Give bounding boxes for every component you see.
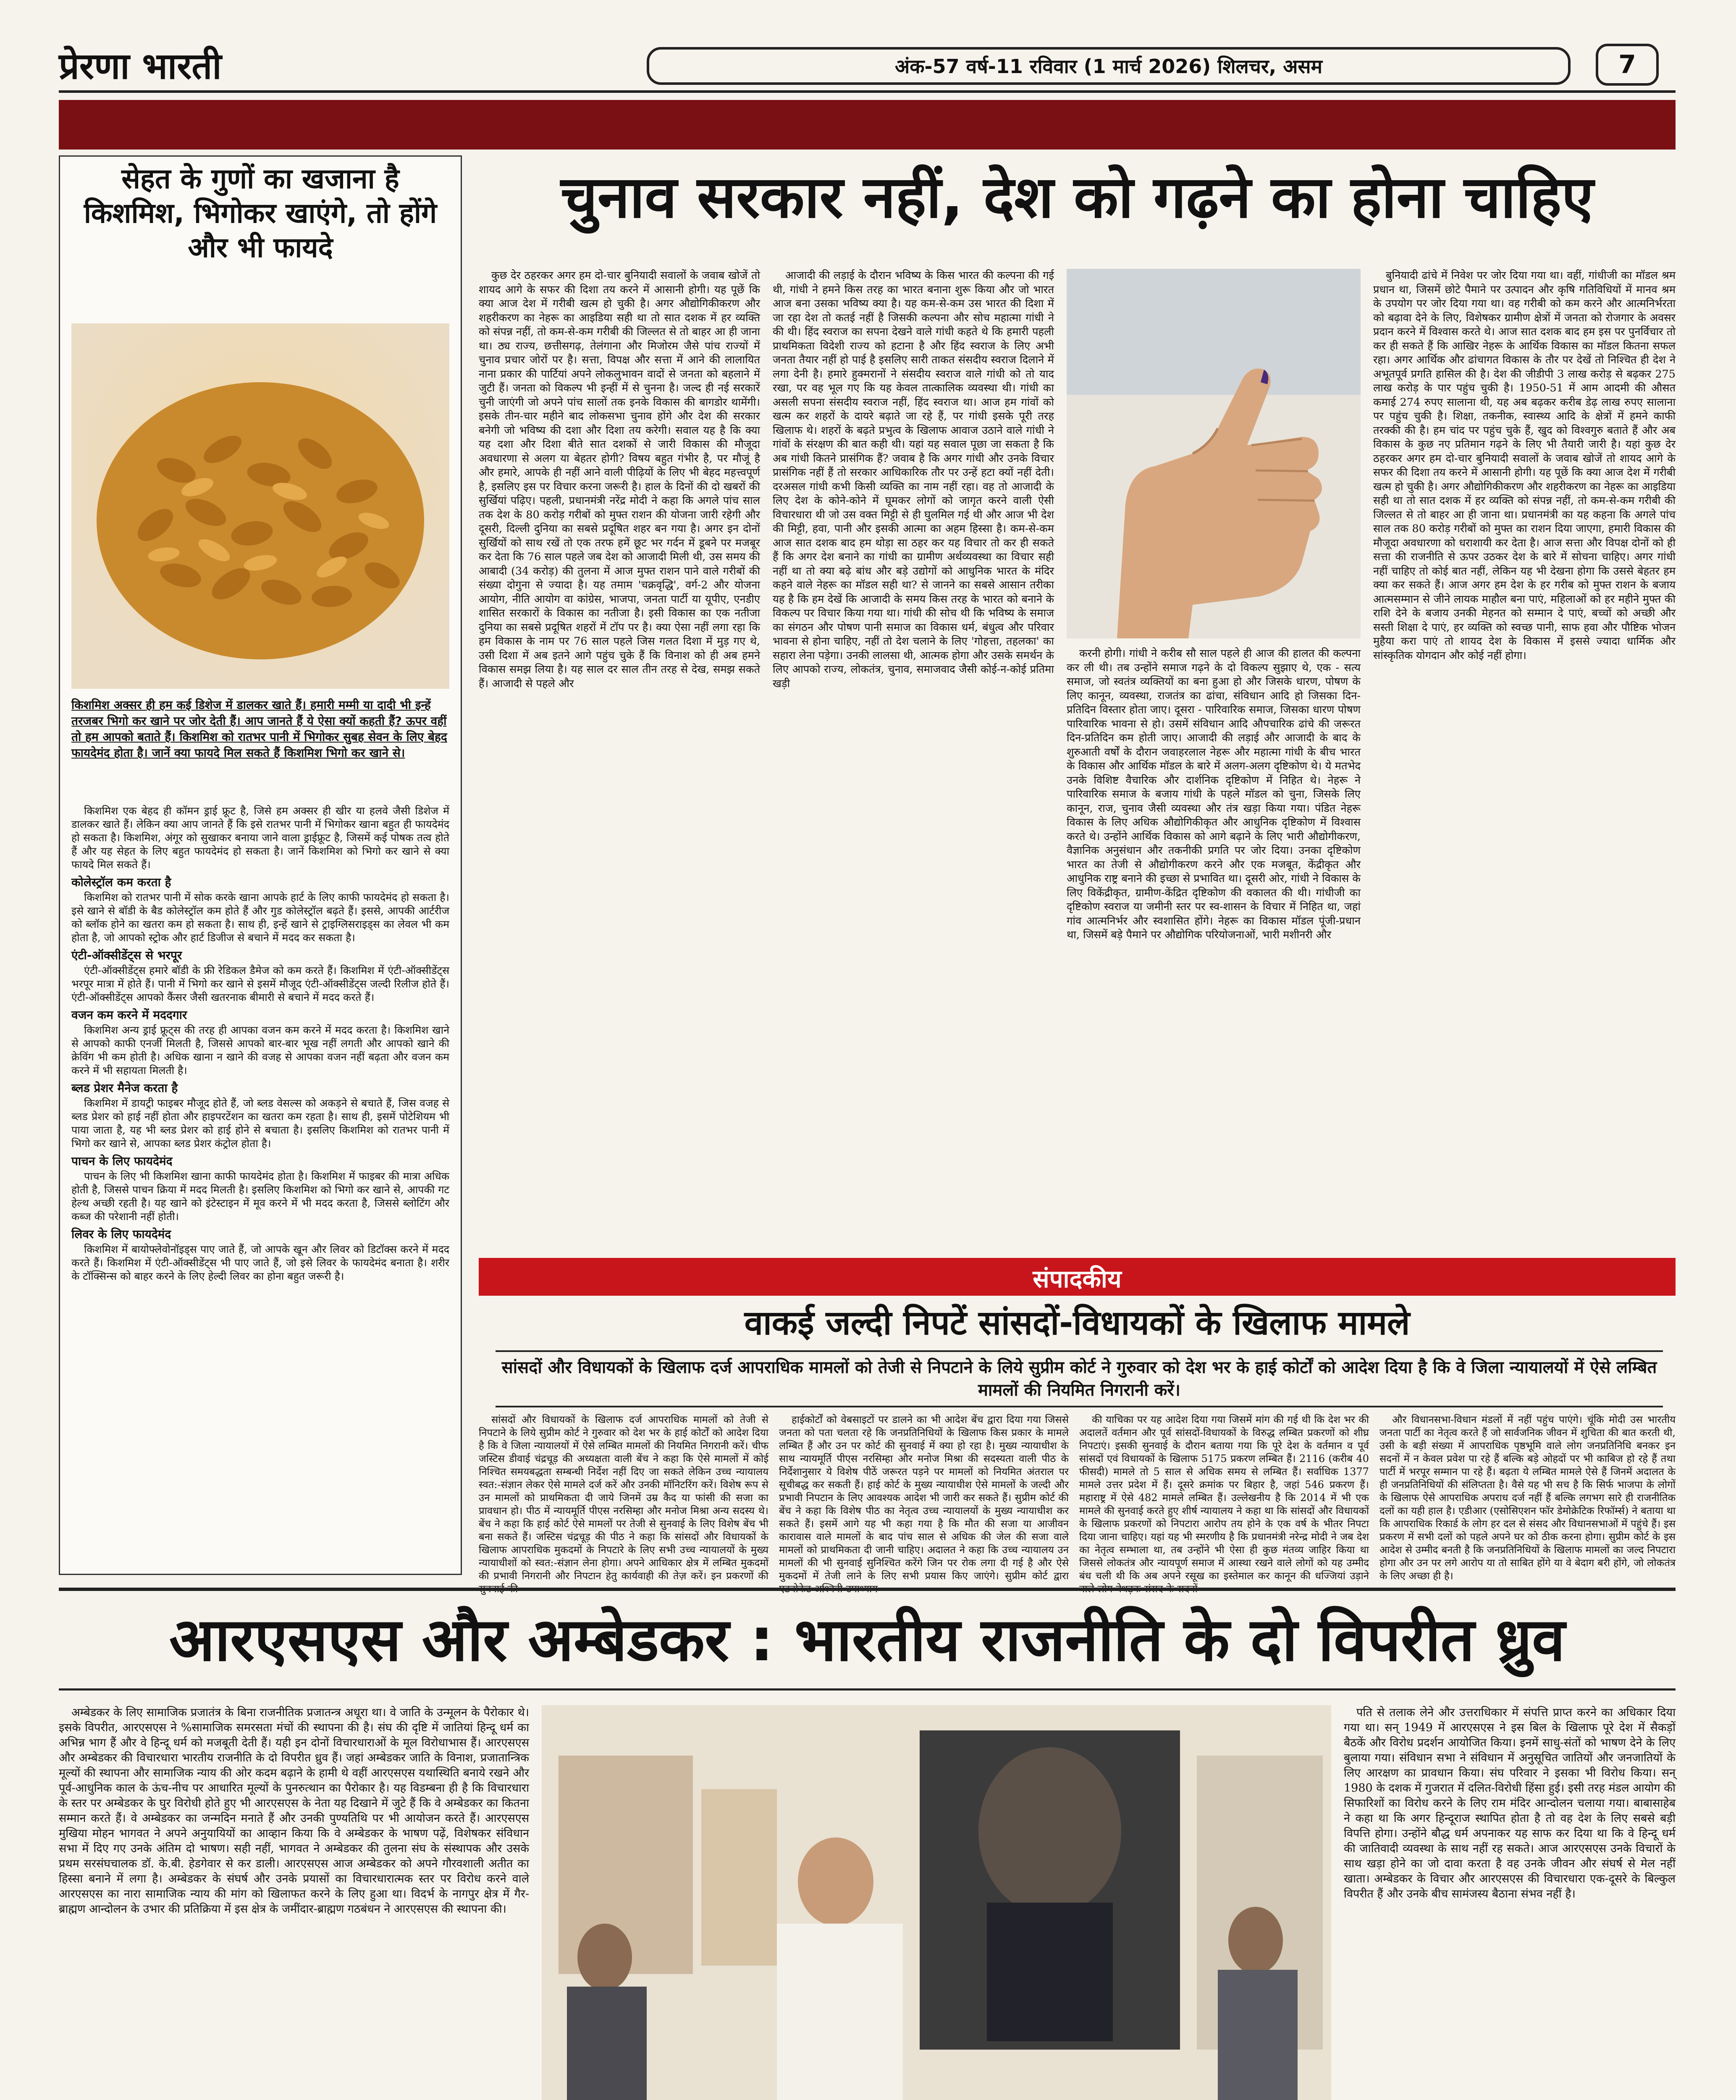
rss-bottom-rule xyxy=(59,1688,1676,1690)
editorial-label: संपादकीय xyxy=(1033,1265,1122,1293)
health-section-heading: वजन कम करने में मददगार xyxy=(71,1008,187,1022)
rss-column-4 xyxy=(1344,1705,1676,2100)
health-section-heading: पाचन के लिए फायदेमंद xyxy=(71,1154,173,1168)
editorial-column-2 xyxy=(779,1413,1069,1582)
lead-column-1 xyxy=(479,269,760,1235)
health-caption: किशमिश अक्सर ही हम कई डिशेज में डालकर खाते हैं। हमारी मम्मी या दादी भी इन्हें तरजबर भिगो कर खाने पर जोर देती हैं। आप जानते हैं ये ऐसा क्यों कहती हैं? ऊपर वहीं तो हम आपको बताते हैं। किशमिश को रातभर पानी में भिगोकर सुबह सेवन के लिए बेहद फायदेमंद होता है। जानें क्या फायदे मिल सकते हैं किशमिश भिगो कर खाने से। xyxy=(71,698,447,760)
voting-photo xyxy=(1067,269,1361,638)
lead-column-4 xyxy=(1373,269,1676,1235)
editorial-text: और विधानसभा-विधान मंडलों में नहीं पहुंच पाएंगे। चूंकि मोदी उस भारतीय जनता पार्टी का नेतृत्व करते हैं जो सार्वजनिक जीवन में शुचिता की बात करती थी, उसी के बड़ी संख्या में आपराधिक पृष्ठभूमि वाले लोग जनप्रतिनिधि बनकर इन सदनों में न केवल प्रवेश पा रहे हैं बल्कि बड़े ओहदों पर भी काबिज हो रहे हैं तथा पार्टी में भरपूर सम्मान पा रहे हैं। बढ़ता ये लम्बित मामले ऐसे हैं जिनमें अदालत के ही जनप्रतिनिधियों की संलिप्तता है। वैसे यह भी सच है कि सिर्फ भाजपा के लोगों के खिलाफ ऐसे आपराधिक अपराध दर्ज नहीं हैं बल्कि लगभग सारे ही राजनीतिक दलों का यही हाल है। एडीआर (एसोसिएशन फॉर डेमोक्रेटिक रिफॉर्म्स) ने बताया था कि आपराधिक रिकार्ड के लोग हर दल से संसद और विधानसभाओं में पहुंचे हैं। इस प्रकरण में सभी दलों को पहले अपने घर को ठीक करना होगा। सुप्रीम कोर्ट के इस आदेश से उम्मीद बनती है कि जनप्रतिनिधियों के खिलाफ मामलों का जल्द निपटारा होगा और उन पर लगे आरोप या तो साबित होंगे या वे बेदाग बरी होंगे, जो लोकतंत्र के लिए अच्छा ही है। xyxy=(1379,1414,1676,1582)
health-intro: किशमिश एक बेहद ही कॉमन ड्राई फ्रूट है, जिसे हम अक्सर ही खीर या हलवे जैसी डिशेज में डालकर खाते हैं। लेकिन क्या आप जानते हैं कि इसे रातभर पानी में भिगोकर खाना बहुत ही फायदेमंद हो सकता है। किशमिश, अंगूर को सुखाकर बनाया जाने वाला ड्राईफ्रूट है, जिसमें कई पोषक तत्व होते हैं और यह सेहत के लिए बहुत फायदेमंद हो सकता है। जानें किशमिश को भिगो कर खाने से क्या फायदे मिल सकते हैं। xyxy=(71,805,449,871)
health-section-text: किशमिश अन्य ड्राई फ्रूट्स की तरह ही आपका वजन कम करने में मदद करता है। किशमिश खाने से आपको काफी एनर्जी मिलती है, जिससे आपको बार-बार भूख नहीं लगती और आपको खाने की क्रेविंग भी कम होती है। अधिक खाना न खाने की वजह से आपका वजन नहीं बढ़ता और वजन कम करने में भी सहायता मिलती है। xyxy=(71,1024,449,1076)
editorial-text: की याचिका पर यह आदेश दिया गया जिसमें मांग की गई थी कि देश भर की अदालतें वर्तमान और पूर्व सांसदों-विधायकों के विरुद्ध लम्बित प्रकरणों को शीघ्र निपटाएं। इसकी सुनवाई के दौरान बताया गया कि पूरे देश के वर्तमान व पूर्व सांसदों एवं विधायकों के खिलाफ 5175 प्रकरण लम्बित हैं। 2116 (करीब 40 फीसदी) मामले तो 5 साल से अधिक समय से लम्बित हैं। सर्वाधिक 1377 मामले उत्तर प्रदेश में हैं। दूसरे क्रमांक पर बिहार है, जहां 546 प्रकरण हैं। महाराष्ट्र में ऐसे 482 मामले लम्बित हैं। उल्लेखनीय है कि 2014 में भी एक मामले की सुनवाई करते हुए शीर्ष न्यायालय ने कहा था कि सांसदों और विधायकों के खिलाफ प्रकरणों को निपटारा आरोप तय होने के एक वर्ष के भीतर निपटा दिया जाना चाहिए। यहां यह भी स्मरणीय है कि प्रधानमंत्री नरेन्द्र मोदी ने जब देश का नेतृत्व सम्भाला था, तब उन्होंने भी ऐसा ही कुछ मंतव्य जाहिर किया था जिससे लोकतंत्र और न्यायपूर्ण समाज में आस्था रखने वाले लोगों को यह उम्मीद बंध चली थी कि अब अपने रसूख का इस्तेमाल कर कानून की धज्जियां उड़ाने xyxy=(1079,1414,1369,1582)
lead-column-3 xyxy=(1067,647,1361,1235)
health-section-text: एंटी-ऑक्सीडेंट्स हमारे बॉडी के फ्री रेडिकल डैमेज को कम करते हैं। किशमिश में एंटी-ऑक्सीडेंट्स भरपूर मात्रा में होते हैं। पानी में भिगो कर खाने से इसमें मौजूद एंटी-ऑक्सीडेंट्स जल्दी रिलीज होते हैं। एंटी-ऑक्सीडेंट्स आपको कैंसर जैसी खतरनाक बीमारी से बचाने में मदद करते हैं। xyxy=(71,964,449,1003)
voting-hand-illustration xyxy=(1067,269,1361,638)
page-number: 7 xyxy=(1596,44,1659,86)
editorial-subtitle: सांसदों और विधायकों के खिलाफ दर्ज आपराधिक मामलों को तेजी से निपटाने के लिये सुप्रीम कोर्ट ने गुरुवार को देश भर के हाई कोर्टों को आदेश दिया है कि वे जिला न्यायालयों में ऐसे लम्बित मामलों की नियमित निगरानी करें। xyxy=(496,1350,1663,1407)
raisins-photo xyxy=(71,323,449,689)
lead-text: करनी होगी। गांधी ने करीब सौ साल पहले ही आज की हालत की कल्पना कर ली थी। तब उन्होंने समाज गढ़ने के दो विकल्प सुझाए थे, एक - सत्य समाज, जो स्वतंत्र व्यक्तियों का बना हुआ हो और जिसके धारण, पोषण के लिए कानून, व्यवस्था, राजतंत्र का ढांचा, संविधान आदि हो जिसका दिन-प्रतिदिन विस्तार होता जाए। दूसरा - पारिवारिक समाज, जिसका धारण पोषण पारिवारिक भावना से हो। उसमें संविधान आदि औपचारिक ढांचे की जरूरत दिन-प्रतिदिन कम होती जाए। आजादी की लड़ाई और आजादी के बाद के शुरुआती वर्षों के दौरान जवाहरलाल नेहरू और महात्मा गांधी के बीच भारत के विकास और आर्थिक मॉडल के बारे में अलग-अलग दृष्टिकोण थे। ये मतभेद उनके विशिष्ट वैचारिक और दार्शनिक दृष्टिकोण में निहित थे। नेहरू ने पारिवारिक समाज के बजाय गांधी के पहले मॉडल को चुना, जिसके लिए कानून, राज, चुनाव जैसी व्यवस्था और तंत्र खड़ा किया गया। पंडित नेहरू विकास के लिए अधिक औद्योगिकीकृत और आधुनिक दृष्टिकोण में विश्वास करते थे। उन्होंने आर्थिक विकास को आगे बढ़ाने के लिए भारी औद्योगीकरण, वैज्ञानिक अनुसंधान और तकनीकी प्रगति पर जोर दिया। उनका दृष्टिकोण भारत का तेजी से औद्योगीकरण करने और एक मजबूत, केंद्रीकृत और आधुनिक राष्ट्र बनाने की इच्छा से प्रभावित था। दूसरी ओर, गांधी ने विकास के लिए विकेंद्रीकृत, ग्रामीण-केंद्रित दृष्टिकोण की वकालत की थी। गांधीजी का दृष्टिकोण स्वराज या जमीनी स्तर पर स्व-शासन के विचार में निहित था, जहां गांव आत्मनिर्भर और स्वशासित होंगे। नेहरू का विकास मॉडल पूंजी-प्रधान था, जिसमें बड़े पैमाने पर औद्योगिक परियोजनाओं, भारी मशीनरी और xyxy=(1067,647,1361,941)
editorial-text: सांसदों और विधायकों के खिलाफ दर्ज आपराधिक मामलों को तेजी से निपटाने के लिये सुप्रीम कोर्ट ने गुरुवार को देश भर के हाई कोर्टों को आदेश दिया है कि वे जिला न्यायालयों में ऐसे लम्बित मामलों की नियमित निगरानी करें। चीफ जस्टिस डीवाई चंद्रचूड़ की अध्यक्षता वाली बेंच ने कहा कि ऐसे मामलों में कोई निश्चित समयबद्धता सम्बन्धी निर्देश नहीं दिए जा सकते लेकिन उच्च न्यायालय स्वत:-संज्ञान लेकर ऐसे मामले दर्ज करें और उनकी मॉनिटरिंग करें। विशेष रूप से उन मामलों को प्राथमिकता दी जाये जिनमें उम्र कैद या फांसी की सजा का प्रावधान हो। पीठ में न्यायमूर्ति पीएस नरसिम्हा और मनोज मिश्रा अन्य सदस्य थे। बेंच ने कहा कि हाई कोर्ट ऐसे मामलों पर तेजी से सुनवाई के लिए विशेष बेंच भी बना सकते हैं। जस्टिस चंद्रचूड़ की पीठ ने कहा कि सांसदों और विधायकों के खिलाफ आपराधिक मुकदमों के निपटारे के लिए सभी उच्च न्यायालयों के मुख्य न्यायाधीशों को स्वत:-संज्ञान लेना होगा। अपने आधिकार क्षेत्र में लम्बित मुकदमों की प्रभावी निगरानी और निपटान हेतु कार्यवाही की तेज़ करें। इन प्रकरणों की xyxy=(479,1414,768,1582)
health-section-text: किशमिश को रातभर पानी में सोक करके खाना आपके हार्ट के लिए काफी फायदेमंद हो सकता है। इसे खाने से बॉडी के बैड कोलेस्ट्रॉल कम होते हैं और गुड कोलेस्ट्रॉल बढ़ते हैं। इससे, आपकी आर्टरीज को ब्लॉक होने का खतरा कम हो सकता है। साथ ही, इन्हें खाने से ट्राइग्लिसराइड्स का लेवल भी कम होता है, जो आपको स्ट्रोक और हार्ट डिजीज से बचाने में मदद कर सकता है। xyxy=(71,891,449,944)
health-section-text: किशमिश में बायोफ्लेवोनॉइड्स पाए जाते हैं, जो आपके खून और लिवर को डिटॉक्स करने में मदद करते हैं। किशमिश में एंटी-ऑक्सीडेंट्स भी पाए जाते हैं, जो इसे लिवर के फायदेमंद बनाता है। शरीर के टॉक्सिन्स को बाहर करने के लिए हेल्दी लिवर का होना बहुत जरूरी है। xyxy=(71,1243,449,1282)
health-body xyxy=(71,804,449,1569)
health-section-heading: कोलेस्ट्रॉल कम करता है xyxy=(71,875,171,889)
editorial-column-1 xyxy=(479,1413,768,1582)
top-red-bar xyxy=(59,100,1676,150)
lead-column-2 xyxy=(773,269,1054,1235)
editorial-column-3 xyxy=(1079,1413,1369,1582)
newspaper-name: प्रेरणा भारती xyxy=(59,45,222,87)
health-section-text: किशमिश में डायट्री फाइबर मौजूद होते हैं, जो ब्लड वेसल्स को अकड़ने से बचाते हैं, जिस वजह से ब्लड प्रेशर को हाई नहीं होता और हाइपरटेंशन का खतरा कम रहता है। साथ ही, इसमें पोटेशियम भी पाया जाता है, यह भी ब्लड प्रेशर को हाई होने से बचाता है। इसलिए किशमिश को रातभर पानी में भिगो कर खाने से, आपका ब्लड प्रेशर कंट्रोल होता है। xyxy=(71,1097,449,1150)
rss-photo xyxy=(542,1705,1331,2100)
editorial-text: हाईकोर्टों को वेबसाइटों पर डालने का भी आदेश बेंच द्वारा दिया गया जिससे जनता को पता चलता रहे कि जनप्रतिनिधियों के खिलाफ किस प्रकार के मामले लम्बित हैं और उन पर कोर्ट की सुनवाई में क्या हो रहा है। मुख्य न्यायाधीश के साथ न्यायमूर्ति पीएस नरसिम्हा और मनोज मिश्रा की सदस्यता वाली पीठ के निर्देशानुसार ये विशेष पीठें जरूरत पड़ने पर मामलों को नियमित अंतराल पर सूचीबद्ध कर सकती हैं। हाई कोर्ट के मुख्य न्यायाधीश ऐसे मामलों के जल्दी और प्रभावी निपटान के लिए आवश्यक आदेश भी जारी कर सकते हैं। सुप्रीम कोर्ट की बेंच ने कहा कि विशेष पीठ का नेतृत्व उच्च न्यायालयों के मुख्य न्यायाधीश कर सकते हैं। इसमें आगे यह भी कहा गया है कि मौत की सजा या आजीवन कारावास वाले मामलों के बाद पांच साल से अधिक की जेल की सजा वाले मामलों को प्राथमिकता दी जानी चाहिए। अदालत ने कहा कि उच्च न्यायालय उन मामलों की भी सुनवाई सुनिश्चित करेंगे जिन पर रोक लगा दी गई है और ऐसे मुकदमों में तेजी लाने के लिए सभी प्रयास किए जाएंगे। सुप्रीम कोर्ट द्वारा xyxy=(779,1414,1069,1582)
lead-text: आजादी की लड़ाई के दौरान भविष्य के किस भारत की कल्पना की गई थी, गांधी ने हमने किस तरह का भारत बनाना शुरू किया और जो भारत आज बना उसका भविष्य क्या है। यह कम-से-कम उस भारत की दिशा में जा रहा देश तो कतई नहीं है जिसकी कल्पना और सोच महात्मा गांधी ने की थी। हिंद स्वराज का सपना देखने वाले गांधी कहते थे कि हमारी पहली प्राथमिकता विदेशी राज्य को हटाना है और हिंद स्वराज के लिए अभी जनता तैयार नहीं हो पाई है इसलिए सारी ताकत संसदीय स्वराज दिलाने में लगा देनी है। हमारे हुक्मरानों ने संसदीय स्वराज वाले गांधी को तो याद रखा, पर वह भूल गए कि यह केवल तात्कालिक व्यवस्था थी। गांधी का असली सपना संसदीय स्वराज नहीं, हिंद स्वराज था। आज हम गांवों को खत्म कर शहरों के दायरे बढ़ाते जा रहे हैं, पर गांधी इसके पूरी तरह खिलाफ थे। शहरों के बढ़ते प्रभुत्व के खिलाफ आवाज उठाने वाले गांधी ने गांवों के संरक्षण की बात कही थी। यहां यह सवाल पूछा जा सकता है कि अब गांधी कितने प्रासंगिक हैं? जवाब है कि अगर गांधी और उनके विचार प्रासंगिक नहीं हैं तो सरकार आधिकारिक तौर पर उन्हें हटा क्यों नहीं देती। दरअसल गांधी कभी किसी व्यक्ति का नाम नहीं रहा। वह तो आजादी के लिए देश के कोने-कोने में घूमकर लोगों को जागृत करने वाली ऐसी विचारधारा थी जो उस वक्त मिट्टी से ही घुलमिल गई थी और आज भी देश की मिट्टी, हवा, पानी और इसकी आत्मा का अहम हिस्सा है। कम-से-कम आज सात दशक बाद हम थोड़ा सा ठहर कर यह विचार तो कर ही सकते हैं कि अगर देश बनाने का गांधी का ग्रामीण अर्थव्यवस्था का विचार सही नहीं था तो क्या बढ़े बांध और बड़े उद्योगों को आधुनिक भारत के मंदिर कहने वाले नेहरू का मॉडल सही था? से जानने का सबसे आसान तरीका यह है कि हम देखें कि आजादी के समय किस तरह के भारत को बनाने के विकल्प पर विचार किया गया था। गांधी की सोच थी कि भविष्य के समाज का संगठन और पोषण पानी समाज का विकास धर्म, बंधुत्व और परिवार भावना से होना चाहिए, नहीं तो देश चलाने के लिए 'गोहत्ता, तहलका' का सहारा लेना पड़ेगा। उनकी लालसा थी, आत्मक होगा और उसके समर्थन के लिए आपको राज्य, लोकतंत्र, चुनाव, समाजवाद जैसी कोई-न-कोई प्रतिमा खड़ी xyxy=(773,269,1054,690)
health-section-text: पाचन के लिए भी किशमिश खाना काफी फायदेमंद होता है। किशमिश में फाइबर की मात्रा अधिक होती है, जिससे पाचन क्रिया में मदद मिलती है। इसलिए किशमिश को भिगो कर खाने से, आपकी गट हेल्थ अच्छी रहती है। यह खाने को इंटेस्टाइन में मूव करने में भी मदद करता है, जिससे ब्लोटिंग और कब्ज की परेशानी नहीं होती। xyxy=(71,1170,449,1223)
health-section-heading: ब्लड प्रेशर मैनेज करता है xyxy=(71,1081,178,1095)
rss-text: अम्बेडकर के लिए सामाजिक प्रजातंत्र के बिना राजनीतिक प्रजातन्त्र अधूरा था। वे जाति के उन्मूलन के पैरोकार थे। इसके विपरीत, आरएसएस ने %सामाजिक समरसता मंचों की स्थापना की है। संघ की दृष्टि में जातियां हिन्दू धर्म का अभिन्न भाग हैं और वे हिन्दू धर्म को मजबूती देती हैं। यही इन दोनों विचारधाराओं के मूल विरोधाभास हैं। आरएसएस और अम्बेडकर की विचारधारा भारतीय राजनीति के दो विपरीत ध्रुव हैं। जहां अम्बेडकर जाति के विनाश, प्रजातान्त्रिक मूल्यों की स्थापना और सामाजिक न्याय की ओर कदम बढ़ाने के हामी थे वहीं आरएसएस यथास्थिति बनाये रखने और पूर्व-आधुनिक काल के ऊंच-नीच पर आधारित मूल्यों के पुनरुत्थान का पैरोकार है। यह विडम्बना ही है कि विचारधारा के स्तर पर अम्बेडकर के घुर विरोधी होते हुए भी आरएसएस के नेता यह दिखाने में जुटे हैं कि वे अम्बेडकर का कितना सम्मान करते हैं। वे अम्बेडकर का जन्मदिन मनाते हैं और उनकी पुण्यतिथि पर भी आयोजन करते हैं। आरएसएस मुखिया मोहन भागवत ने अपने अनुयायियों का आव्हान किया कि वे अम्बेडकर के भाषण पढ़ें, विशेषकर संविधान सभा में दिए गए उनके अंतिम दो भाषण। सही नहीं, भागवत ने अम्बेडकर की तुलना संघ के संस्थापक और उसके प्रथम सरसंघचालक डॉ. के.बी. हेडगेवार से कर डाली। आरएसएस आज अम्बेडकर को अपने गौरवशाली अतीत का हिस्सा बनाने में लगा है। अम्बेडकर के संघर्ष और उनके प्रयासों का विचारधारात्मक स्तर पर विरोध करने वाले आरएसएस का नारा सामाजिक न्याय की मांग को खिलाफत करने के लिए हुआ था। विदर्भ के नागपुर क्षेत्र में गैर-ब्राह्मण आन्दोलन के उभार की प्रतिक्रिया में इस क्षेत्र के जमींदार-ब्राह्मण गठबंधन ने आरएसएस की स्थापना की। xyxy=(59,1706,529,1916)
event-stage-illustration xyxy=(542,1705,1331,2100)
editorial-column-4 xyxy=(1379,1413,1676,1582)
rss-top-rule xyxy=(59,1588,1676,1591)
health-section-heading: एंटी-ऑक्सीडेंट्स से भरपूर xyxy=(71,948,182,962)
rss-text: पति से तलाक लेने और उत्तराधिकार में संपत्ति प्राप्त करने का अधिकार दिया गया था। सन् 1949 में आरएसएस ने इस बिल के खिलाफ पूरे देश में सैकड़ों बैठकें और विरोध प्रदर्शन आयोजित किया। इनमें साधु-संतों को भाषण देने के लिए बुलाया गया। संविधान सभा ने संविधान में अनुसूचित जातियों और जनजातियों के लिए आरक्षण का प्रावधान किया। संघ परिवार ने इसका भी विरोध किया। सन् 1980 के दशक में गुजरात में दलित-विरोधी हिंसा हुई। इसी तरह मंडल आयोग की सिफारिशों का विरोध करने के लिए राम मंदिर आन्दोलन चलाया गया। बाबासाहेब ने कहा था कि अगर हिन्दूराज स्थापित होता है तो वह देश के लिए सबसे बड़ी विपत्ति होगा। उन्होंने बौद्ध धर्म अपनाकर यह साफ कर दिया था कि वे हिन्दू धर्म की जातिवादी व्यवस्था के साथ नहीं रह सकते। आज आरएसएस उनके विचारों के साथ खड़ा होने का जो दावा करता है वह उनके जीवन और संघर्ष से मेल नहीं खाता। अम्बेडकर के विचार और आरएसएस की विचारधारा एक-दूसरे के बिल्कुल विपरीत हैं और उनके बीच सामंजस्य बैठाना संभव नहीं है। xyxy=(1344,1706,1676,1900)
health-title: सेहत के गुणों का खजाना है किशमिश, भिगोकर खाएंगे, तो होंगे और भी फायदे xyxy=(84,163,437,264)
editorial-headline: वाकई जल्दी निपटें सांसदों-विधायकों के खिलाफ मामले xyxy=(744,1303,1410,1342)
lead-text: बुनियादी ढांचे में निवेश पर जोर दिया गया था। वहीं, गांधीजी का मॉडल श्रम प्रधान था, जिसमें छोटे पैमाने पर उत्पादन और कृषि गतिविधियों में मानव श्रम के उपयोग पर जोर दिया गया था। वह गरीबी को कम करने और आत्मनिर्भरता को बढ़ावा देने के लिए, विशेषकर ग्रामीण क्षेत्रों में जनता को रोजगार के अवसर प्रदान करने में विश्वास करते थे। आज सात दशक बाद हम इस पर पुनर्विचार तो कर ही सकते हैं कि आखिर नेहरू के आर्थिक विकास का मॉडल कितना सफल रहा। अगर आर्थिक और ढांचागत विकास के तौर पर देखें तो निश्चित ही देश ने अभूतपूर्व प्रगति हासिल की है। देश की जीडीपी 3 लाख करोड़ से बढ़कर 275 लाख करोड़ के पार पहुंच चुकी है। 1950-51 में आम आदमी की औसत कमाई 274 रुपए सालाना थी, यह अब बढ़कर करीब डेढ़ लाख रुपए सालाना पर पहुंच चुकी है। शिक्षा, तकनीक, स्वास्थ्य आदि के क्षेत्रों में हमने काफी तरक्की की है। हम चांद पर पहुंच चुके हैं, खुद को विश्वगुरु बताते हैं और अब विकास के कुछ नए प्रतिमान गढ़ने के लिए भी तैयारी जारी है। यहां कुछ देर ठहरकर अगर हम दो-चार बुनियादी सवालों के जवाब खोजें तो शायद आगे के सफर की दिशा तय करने में आसानी होगी। यह पूछें कि क्या आज देश में गरीबी खत्म हो चुकी है। अगर औद्योगिकीकरण और शहरीकरण का नेहरू का आइडिया सही था तो सात दशक में हर व्यक्ति को संपन्न नहीं, तो कम-से-कम गरीबी की जिल्लत से तो बाहर आ ही जाना था। प्रधानमंत्री का यह कहना कि अगले पांच साल तक 80 करोड़ गरीबों को मुफ्त का राशन दिया जाएगा, हमारी विकास की मौजूदा अवधारणा को धराशायी कर देता है। आज सत्ता और विपक्ष दोनों को ही सत्ता की राजनीति से ऊपर उठकर देश के बारे में सोचना चाहिए। अगर गांधी नहीं चाहिए तो कोई बात नहीं, लेकिन यह भी देखना होगा कि उससे बेहतर हम क्या कर सकते हैं। आज अगर हम देश के हर गरीब को मुफ्त राशन के बजाय आत्मसम्मान से जीने लायक माहौल बना पाएं, महिलाओं को हर महीने मुफ्त की राशि देने के बजाय उनकी मेहनत को सम्मान दे पाएं, बच्चों को अच्छी और सस्ती शिक्षा दे पाएं, हर व्यक्ति को स्वच्छ पानी, साफ हवा और पौष्टिक भोजन मुहैया करा पाएं तो शायद देश के विकास में इससे ज्यादा धार्मिक और सांस्कृतिक योगदान और कोई नहीं होगा। xyxy=(1373,269,1676,662)
masthead-rule xyxy=(59,90,1676,93)
raisins-illustration xyxy=(71,323,449,689)
rss-headline: आरएसएस और अम्बेडकर : भारतीय राजनीति के दो विपरीत ध्रुव xyxy=(169,1605,1566,1675)
edition-info: अंक-57 वर्ष-11 रविवार (1 मार्च 2026) शिलचर, असम xyxy=(647,47,1571,85)
lead-text: कुछ देर ठहरकर अगर हम दो-चार बुनियादी सवालों के जवाब खोजें तो शायद आगे के सफर की दिशा तय करने में आसानी होगी। यह पूछें कि क्या आज देश में गरीबी खत्म हो चुकी है। अगर औद्योगिकीकरण और शहरीकरण का नेहरू का आइडिया सही था तो सात दशक में हर व्यक्ति को संपन्न नहीं, तो कम-से-कम गरीबी की जिल्लत से तो बाहर आ ही जाना था। ठ्य राज्य, छत्तीसगढ़, तेलंगाना और मिजोरम जैसे पांच राज्यों में चुनाव प्रचार जोरों पर है। सत्ता, विपक्ष और सत्ता में आने की लालायित नाना प्रकार की पार्टियां अपने लोकलुभावन वादों से जनता को बहलाने में जुटी हैं। जनता को विकल्प भी इन्हीं में से चुनना है। जल्द ही नई सरकारें चुनी जाएंगी जो अपने पांच सालों तक इनके विकास की बागडोर थामेंगी। इसके तीन-चार महीने बाद लोकसभा चुनाव होंगे और देश की सरकार बनेगी जो भविष्य की दशा और दिशा तय करेगी। सवाल यह है कि क्या यह दशा और दिशा बीते सात दशकों से जारी विकास की मौजूदा अवधारणा से अलग या बेहतर होगी? विषय बहुत गंभीर है, पर मौजूं है और हमारे, आपके ही नहीं आने वाली पीढ़ियों के लिए भी बेहद महत्त्वपूर्ण है, इसलिए इस पर विचार करना जरूरी है। हाल के दिनों की दो खबरों की सुर्खियां पढ़िए। पहली, प्रधानमंत्री नरेंद्र मोदी ने कहा कि अगले पांच साल तक देश के 80 करोड़ गरीबों को मुफ्त राशन की योजना जारी रहेगी और दूसरी, दिल्ली दुनिया का सबसे प्रदूषित शहर बन गया है। अगर इन दोनों सुर्खियों को साथ रखें तो एक तरफ हमें छूट भर गर्दन में डूबने पर मजबूर कर देता कि 76 साल पहले जब देश को आजादी मिली थी, उस समय की आबादी (34 करोड़) की तुलना में आज मुफ्त राशन पाने वाले गरीबों की संख्या दोगुना से ज्यादा है। यह तमाम 'चक्रवृद्धि', वर्ग-2 और योजना आयोग, नीति आयोग वा कांग्रेस, भाजपा, जनता पार्टी या यूपीए, एनडीए शासित सरकारों के विकास का नतीजा है। इसी विकास का एक नतीजा दुनिया का सबसे प्रदूषित शहरों में टॉप पर है। क्या ऐसा नहीं लगा रहा कि हम विकास के नाम पर 76 साल पहले जिस गलत दिशा में मुड़ गए थे, उसी दिशा में अब इतने आगे पहुंच चुके हैं कि विनाश को ही अब हमने विकास समझ लिया है। यह साल दर साल तीन तरह से देख, समझ सकते हैं। आजादी से पहले और xyxy=(479,269,760,690)
rss-column-1 xyxy=(59,1705,529,2100)
lead-headline: चुनाव सरकार नहीं, देश को गढ़ने का होना चाहिए xyxy=(561,163,1594,231)
health-section-heading: लिवर के लिए फायदेमंद xyxy=(71,1227,171,1241)
